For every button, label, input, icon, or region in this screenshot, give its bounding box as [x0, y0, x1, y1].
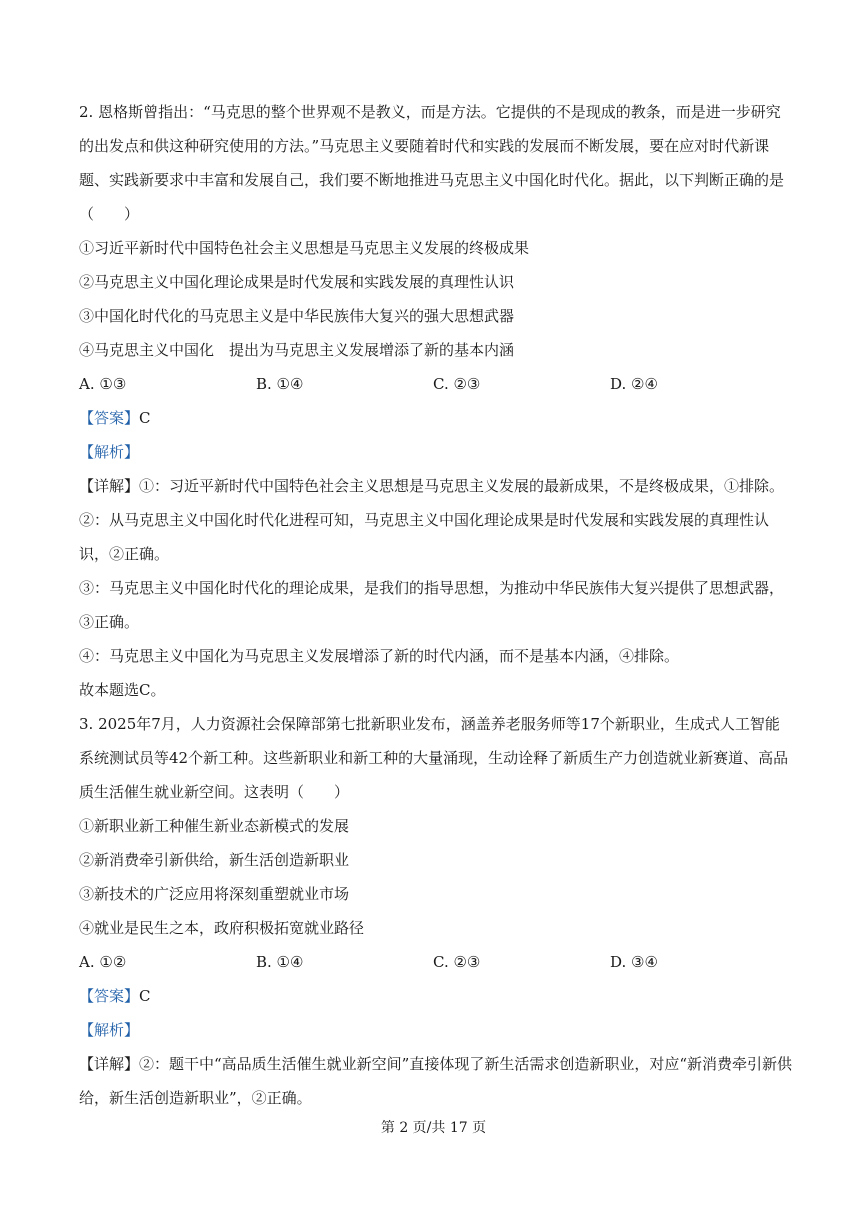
question-2-detail-1: ①：习近平新时代中国特色社会主义思想是马克思主义发展的最新成果，不是终极成果，①排除。 [139, 477, 785, 495]
analysis-tag: 【解析】 [79, 443, 140, 461]
question-3-option-d: D. ③④ [610, 953, 658, 971]
question-3-option-b: B. ①④ [256, 953, 304, 971]
analysis-tag: 【解析】 [79, 1021, 140, 1039]
answer-tag: 【答案】 [79, 409, 140, 427]
question-3-detail-1: ②：题干中“高品质生活催生就业新空间”直接体现了新生活需求创造新职业，对应“新消费牵引新供给，新生活创造新职业”，②正确。 [79, 1055, 793, 1107]
question-2-item-1: ①习近平新时代中国特色社会主义思想是马克思主义发展的终极成果 [79, 239, 530, 257]
question-3-item-1: ①新职业新工种催生新业态新模式的发展 [79, 817, 350, 835]
question-2-detail-2: ②：从马克思主义中国化时代化进程可知，马克思主义中国化理论成果是时代发展和实践发展的真理性认识，②正确。 [79, 511, 770, 563]
question-2-option-a: A. ①③ [79, 375, 127, 393]
question-2-detail-1-line [79, 469, 793, 503]
answer-tag: 【答案】 [79, 987, 140, 1005]
question-2-analysis-line [79, 435, 793, 469]
question-2-item-4: ④马克思主义中国化 提出为马克思主义发展增添了新的基本内涵 [79, 341, 515, 359]
question-3-item-3: ③新技术的广泛应用将深刻重塑就业市场 [79, 885, 350, 903]
question-2-stem: 2. 恩格斯曾指出：“马克思的整个世界观不是教义，而是方法。它提供的不是现成的教条，而是进一步研究的出发点和供这种研究使用的方法。”马克思主义要随着时代和实践的发展而不断发展，要在应对时代新课题、实践新要求中丰富和发展自己，我们要不断地推进马克思主义中国化时代化。据此，以下判断正确的是（ ） [79, 103, 785, 223]
question-2-conclusion: 故本题选C。 [79, 681, 166, 699]
page-content [79, 95, 793, 1115]
question-2-options [79, 367, 793, 401]
page-footer [0, 1118, 867, 1138]
question-3-options [79, 945, 793, 979]
question-3-analysis-line [79, 1013, 793, 1047]
question-3-answer: C [139, 987, 151, 1005]
question-2-detail-4: ④：马克思主义中国化为马克思主义发展增添了新的时代内涵，而不是基本内涵，④排除。 [79, 647, 680, 665]
question-3-option-c: C. ②③ [433, 953, 481, 971]
question-2-option-d: D. ②④ [610, 375, 658, 393]
question-2-detail-3: ③：马克思主义中国化时代化的理论成果，是我们的指导思想，为推动中华民族伟大复兴提供了思想武器，③正确。 [79, 579, 785, 631]
question-2-item-2: ②马克思主义中国化理论成果是时代发展和实践发展的真理性认识 [79, 273, 515, 291]
page-number-label: 第 2 页/共 17 页 [380, 1120, 487, 1136]
question-3-option-a: A. ①② [79, 953, 127, 971]
question-3-stem: 3. 2025年7月，人力资源社会保障部第七批新职业发布，涵盖养老服务师等17个新职业，生成式人工智能系统测试员等42个新工种。这些新职业和新工种的大量涌现，生动诠释了新质生产力创造就业新赛道、高品质生活催生就业新空间。这表明（ ） [79, 715, 789, 801]
question-2-option-b: B. ①④ [256, 375, 304, 393]
question-2-item-3: ③中国化时代化的马克思主义是中华民族伟大复兴的强大思想武器 [79, 307, 515, 325]
question-2-answer-line [79, 401, 793, 435]
question-2-answer: C [139, 409, 151, 427]
question-3-item-2: ②新消费牵引新供给，新生活创造新职业 [79, 851, 350, 869]
question-2-option-c: C. ②③ [433, 375, 481, 393]
question-3-detail-1-line [79, 1047, 793, 1115]
detail-tag: 【详解】 [79, 477, 140, 495]
detail-tag: 【详解】 [79, 1055, 140, 1073]
question-3-item-4: ④就业是民生之本，政府积极拓宽就业路径 [79, 919, 365, 937]
question-3-answer-line [79, 979, 793, 1013]
